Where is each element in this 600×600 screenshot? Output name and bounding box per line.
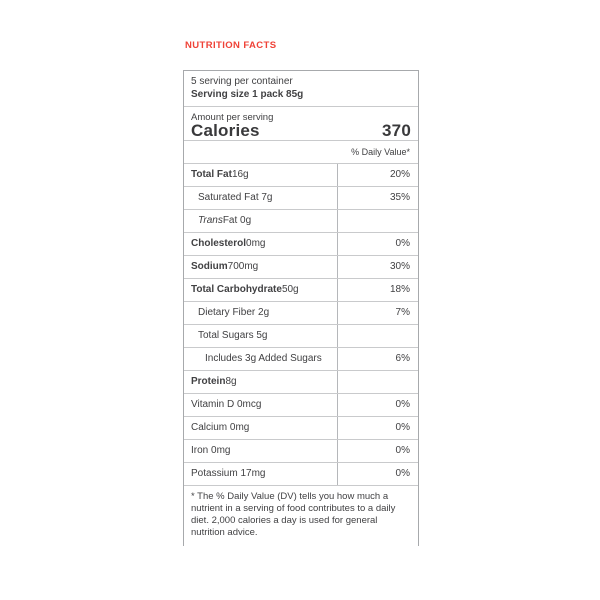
nutrient-row	[184, 279, 418, 302]
nutrient-row	[184, 371, 418, 394]
nutrient-name: Vitamin D 0mcg	[184, 394, 338, 416]
nutrient-name: Sodium 700mg	[184, 256, 338, 278]
page-title: NUTRITION FACTS	[185, 40, 277, 51]
calories-section	[184, 107, 418, 141]
nutrient-daily-value: 0%	[395, 399, 410, 410]
nutrient-daily-value: 0%	[395, 238, 410, 249]
nutrient-name: Iron 0mg	[184, 440, 338, 462]
nutrient-name: Dietary Fiber 2g	[184, 302, 338, 324]
nutrient-name: Total Carbohydrate 50g	[184, 279, 338, 301]
nutrient-name: Includes 3g Added Sugars	[184, 348, 338, 370]
nutrient-name: Saturated Fat 7g	[184, 187, 338, 209]
nutrient-daily-value: 18%	[389, 284, 410, 295]
nutrient-row	[184, 256, 418, 279]
nutrient-row	[184, 463, 418, 486]
nutrient-name: Potassium 17mg	[184, 463, 338, 485]
nutrient-daily-value: 6%	[395, 353, 410, 364]
nutrient-daily-value: 30%	[389, 261, 410, 272]
calories-row	[191, 121, 411, 140]
nutrient-name: Total Sugars 5g	[184, 325, 338, 347]
nutrient-daily-value	[338, 325, 418, 347]
calories-label: Calories	[191, 121, 260, 140]
nutrient-daily-value: 0%	[395, 445, 410, 456]
nutrient-row	[184, 233, 418, 256]
nutrient-rows	[184, 164, 418, 486]
daily-value-header: % Daily Value*	[184, 141, 418, 164]
nutrient-daily-value: 20%	[389, 169, 410, 180]
nutrient-name: Trans Fat 0g	[184, 210, 338, 232]
nutrient-daily-value: 35%	[389, 192, 410, 203]
nutrient-row	[184, 325, 418, 348]
nutrient-row	[184, 394, 418, 417]
nutrition-facts-label	[183, 70, 419, 546]
serving-section	[184, 71, 418, 107]
nutrient-row	[184, 348, 418, 371]
nutrient-daily-value: 7%	[395, 307, 410, 318]
nutrient-daily-value	[338, 371, 418, 393]
nutrient-name: Protein 8g	[184, 371, 338, 393]
nutrient-daily-value	[338, 210, 418, 232]
nutrient-row	[184, 187, 418, 210]
nutrient-row	[184, 302, 418, 325]
nutrient-daily-value: 0%	[395, 468, 410, 479]
nutrient-name: Total Fat 16g	[184, 164, 338, 186]
nutrient-daily-value: 0%	[395, 422, 410, 433]
nutrient-row	[184, 417, 418, 440]
nutrient-row	[184, 164, 418, 187]
amount-per-serving-label: Amount per serving	[191, 112, 274, 123]
serving-size: Serving size 1 pack 85g	[191, 89, 304, 100]
calories-value: 370	[382, 121, 411, 140]
servings-per-container: 5 serving per container	[191, 76, 293, 87]
nutrient-row	[184, 440, 418, 463]
nutrient-row	[184, 210, 418, 233]
footnote: * The % Daily Value (DV) tells you how much a nutrient in a serving of food contributes to a daily diet. 2,000 calories a day is used for general nutrition advice.	[191, 491, 396, 538]
nutrient-name: Cholesterol 0mg	[184, 233, 338, 255]
nutrient-name: Calcium 0mg	[184, 417, 338, 439]
